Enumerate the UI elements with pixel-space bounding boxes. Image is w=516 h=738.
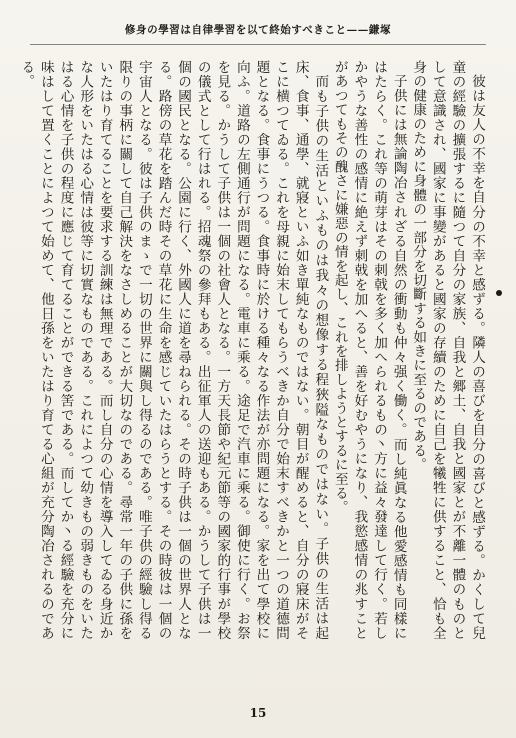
paragraph: 彼は友人の不幸を自分の不幸と感ずる。隣人の喜びを自分の喜びと感ずる。かくして兒童の經驗の擴張するに隨つて自分の家族、自我と郷土、自我と國家とが不離一體のものとして意識され、國家に事變があると國家の存續のために自己を犧牲に供すること、恰も全身の健康のために身體の一部分を切斷する如きに至るのである。: [410, 60, 485, 640]
page-number: 15: [249, 706, 267, 720]
paragraph: 子供には無論陶冶されざる自然の衝動も仲々强く働く。而し純眞なる他愛感情も同樣にはたらく。これ等の萌芽はその刺戟を多く加へられるもの丶方に益々發達して行く。若しかやうな善性の感情に絶えず刺戟を加へると、善を好むやうになり、我慾感情の兆すことがあつてもその醜さに嫌惡の情を起し、これを排しようとするに至る。: [331, 60, 407, 640]
margin-mark: [496, 290, 502, 296]
header-divider: [30, 44, 486, 45]
paragraph: 而も子供の生活といふものは我々の想像する程狹隘なものではない。子供の生活は起床、食事、通學、就寢といふ如き單純なものではない。朝目が醒めると、自分の寢床がそこに横つてゐる。これを母親に始末してもらうべきか自分で始末すべきかと一つの道德問題となる。食事にうつる。食事時に於ける種々なる作法が亦問題になる。家を出て學校に向ふ。道路の左側通行が問題になる。電車に乘る。途足で汽車に乘る。御使に行く。お祭を見る。かうして子供は一個の社會人となる。一方天長節や紀元節等の國家的行事が學校の儀式として行はれる。招魂祭の參拜もある。出征軍人の送迎もある。かうして子供は一個の國民となる。公園に行く、外國人に道を尋ねられる。その時子供は一個の世界人となる。路傍の草花を踏んだ時その草花に生命を感じていたはらうとする。その時彼は一個の宇宙人となる。彼は子供のまゝで一切の世界に關與し得るのである。唯子供の經驗し得る限りの事柄に關して自己解決をなさしめることが大切なのである。尋常一年の子供に孫をいたはり育てることを要求する訓練は無理である。而し自分の心情を導入してゐる身近かな人形をいたはる心情は彼等に切實なものである。これによつて幼きもの弱きものをいたはる心情を子供の程度に應じて育てることができる筈である。而してか丶る經驗を充分に味はして置くことによつて始めて、他日孫をいたはり育てる心組が充分陶冶されるのである。: [18, 60, 329, 640]
running-header: 修身の學習は自律學習を以て終始すべきこと——鎌塚: [124, 24, 392, 36]
main-text: [16, 60, 486, 640]
